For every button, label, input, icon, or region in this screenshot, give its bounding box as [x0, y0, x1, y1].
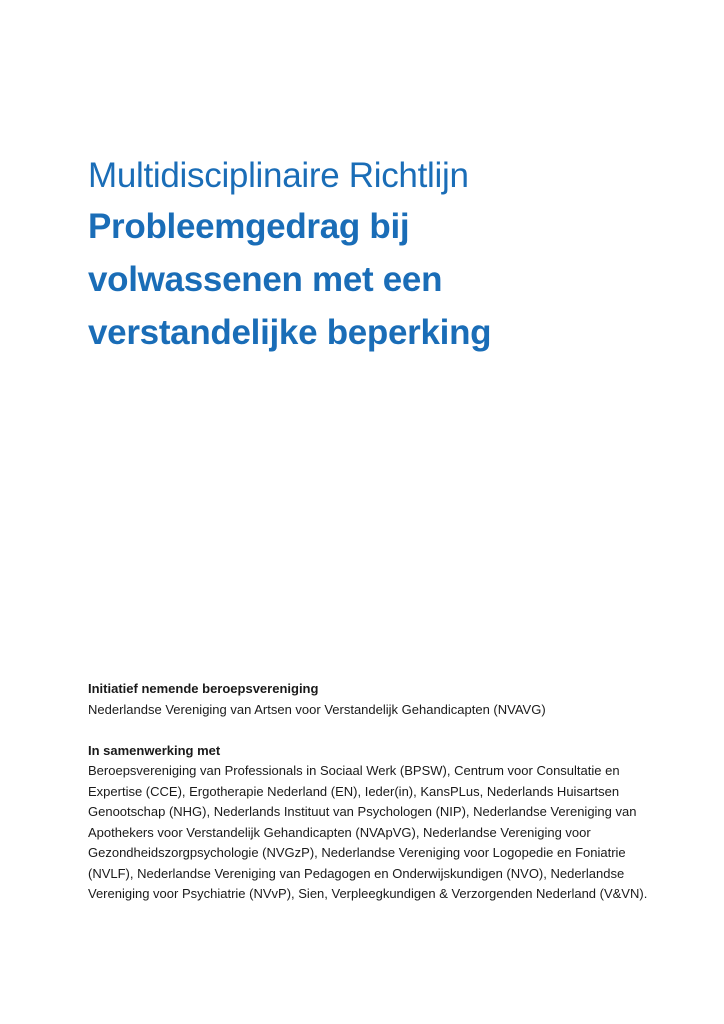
initiating-association-text: Nederlandse Vereniging van Artsen voor Verstandelijk Gehandicapten (NVAVG)	[88, 701, 546, 717]
collaboration-text: Beroepsvereniging van Professionals in Sociaal Werk (BPSW), Centrum voor Consultatie en Expertise (CCE), Ergotherapie Nederland (EN), Ieder(in), KansPLus, Nederlands Huisartsen Genootschap (NHG), Nederlands Instituut van Psychologen (NIP), Nederlandse Vereniging van Apothekers voor Verstandelijk Gehandicapten (NVApVG), Nederlandse Vereniging voor Gezondheidszorgpsychologie (NVGzP), Nederlandse Vereniging voor Logopedie en Foniatrie (NVLF), Nederlandse Vereniging van Pedagogen en Onderwijskundigen (NVO), Nederlandse Vereniging voor Psychiatrie (NVvP), Sien, Verpleegkundigen & Verzorgenden Nederland (V&VN).	[88, 763, 648, 901]
collaboration-heading: In samenwerking met	[88, 742, 221, 758]
section-spacer	[88, 720, 648, 741]
document-title-line-1: Probleemgedrag bij	[88, 207, 410, 246]
title-block	[88, 152, 688, 359]
document-title-line-2: volwassenen met een	[88, 260, 443, 299]
initiating-association-heading: Initiatief nemende beroepsvereniging	[88, 681, 319, 696]
document-subtitle: Multidisciplinaire Richtlijn	[88, 156, 469, 195]
document-title-line-3: verstandelijke beperking	[88, 313, 492, 352]
organizations-info	[88, 679, 648, 905]
